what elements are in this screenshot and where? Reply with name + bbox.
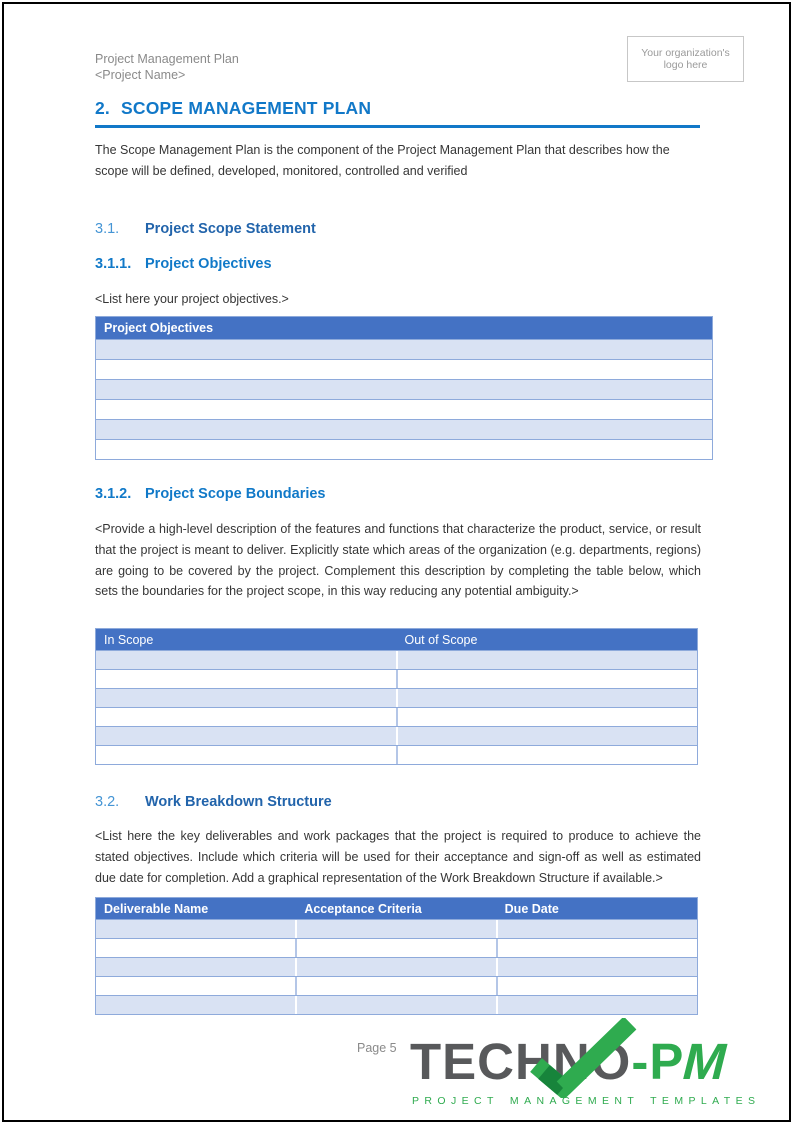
org-logo-placeholder-box <box>627 36 744 82</box>
table-empty-row <box>96 745 697 764</box>
section-title: Project Objectives <box>145 256 272 272</box>
chapter-heading <box>95 98 700 128</box>
table-header-row <box>96 629 697 650</box>
table-empty-row <box>96 669 697 688</box>
scope-boundaries-table <box>95 628 698 765</box>
project-objectives-table <box>95 316 713 460</box>
table-empty-row <box>96 650 697 669</box>
org-logo-placeholder-text: Your organization's logo here <box>641 46 730 71</box>
table-empty-cell <box>496 958 697 976</box>
logo-text-green-m: M <box>677 1033 736 1090</box>
section-title: Project Scope Boundaries <box>145 486 326 502</box>
table-empty-cell <box>496 920 697 938</box>
table-empty-cell <box>96 727 396 745</box>
table-empty-cell <box>96 360 712 379</box>
table-empty-cell <box>295 958 496 976</box>
table-empty-cell <box>496 977 697 995</box>
table-empty-cell <box>96 380 712 399</box>
table-empty-cell <box>396 689 698 707</box>
table-empty-row <box>96 339 712 359</box>
table-header-row <box>96 898 697 919</box>
table-empty-cell <box>496 996 697 1014</box>
table-empty-cell <box>396 746 698 764</box>
running-header <box>95 51 239 83</box>
table-empty-row <box>96 439 712 459</box>
table-empty-cell <box>295 977 496 995</box>
wbs-note: <List here the key deliverables and work packages that the project is required to produce to achieve the stated objectives. Include which criteria will be used for their acceptance and sign-off as well as estimated due date for completion. Add a graphical representation of the Work Breakdown Structure if available.> <box>95 829 701 885</box>
table-empty-cell <box>96 708 396 726</box>
table-empty-cell <box>396 708 698 726</box>
project-name-placeholder: <Project Name> <box>95 68 186 82</box>
page-number: Page 5 <box>357 1041 397 1055</box>
table-header-row <box>96 317 712 339</box>
section-heading-3-2 <box>95 794 332 810</box>
table-empty-row <box>96 726 697 745</box>
table-empty-cell <box>96 920 295 938</box>
section-number: 3.1. <box>95 221 120 237</box>
section-title: Work Breakdown Structure <box>145 794 332 810</box>
table-empty-row <box>96 379 712 399</box>
table-empty-cell <box>96 689 396 707</box>
section-heading-3-1-1 <box>95 256 272 272</box>
section-number: 3.2. <box>95 794 120 810</box>
table-empty-row <box>96 919 697 938</box>
table-empty-row <box>96 995 697 1014</box>
table-empty-cell <box>96 670 396 688</box>
scope-boundaries-note: <Provide a high-level description of the features and functions that characterize the product, service, or result that the project is meant to deliver. Explicitly state which areas of the organization (e.g. departments, regions) are going to be covered by the project. Complement this description by completing the table below, which sets the boundaries for the project scope, in this way reducing any potential ambiguity.> <box>95 522 701 599</box>
column-header: Out of Scope <box>404 632 478 647</box>
chapter-title: SCOPE MANAGEMENT PLAN <box>121 98 372 118</box>
column-header: In Scope <box>104 632 154 647</box>
logo-subtitle: PROJECT MANAGEMENT TEMPLATES <box>412 1095 761 1107</box>
table-empty-cell <box>96 939 295 957</box>
table-empty-row <box>96 938 697 957</box>
table-empty-cell <box>96 340 712 359</box>
table-empty-cell <box>96 996 295 1014</box>
section-number: 3.1.2. <box>95 486 132 502</box>
logo-text-gray-1: TECH <box>410 1033 553 1090</box>
column-header: Acceptance Criteria <box>304 901 422 916</box>
section-heading-3-1-2 <box>95 486 326 502</box>
column-header: Deliverable Name <box>104 901 209 916</box>
section-heading-3-1 <box>95 221 316 237</box>
table-empty-cell <box>295 920 496 938</box>
table-empty-row <box>96 359 712 379</box>
table-empty-row <box>96 957 697 976</box>
table-empty-cell <box>96 651 396 669</box>
table-empty-cell <box>96 746 396 764</box>
table-empty-cell <box>96 400 712 419</box>
chapter-number: 2. <box>95 98 110 118</box>
section-title: Project Scope Statement <box>145 221 316 237</box>
table-empty-cell <box>295 996 496 1014</box>
table-empty-row <box>96 399 712 419</box>
logo-text-green-1: -P <box>631 1033 685 1090</box>
checkmark-icon <box>526 1018 640 1098</box>
table-empty-cell <box>396 670 698 688</box>
table-empty-cell <box>96 977 295 995</box>
intro-paragraph: The Scope Management Plan is the component of the Project Management Plan that describes how the scope will be defined, developed, monitored, controlled and verified <box>95 143 670 178</box>
table-empty-row <box>96 707 697 726</box>
table-empty-cell <box>396 651 698 669</box>
doc-title: Project Management Plan <box>95 52 239 66</box>
table-empty-row <box>96 976 697 995</box>
column-header: Due Date <box>504 901 559 916</box>
table-empty-cell <box>396 727 698 745</box>
table-empty-row <box>96 419 712 439</box>
table-empty-cell <box>96 420 712 439</box>
table-empty-cell <box>96 440 712 459</box>
techno-pm-logo <box>398 1033 768 1116</box>
table-empty-cell <box>96 958 295 976</box>
table-empty-cell <box>496 939 697 957</box>
column-header: Project Objectives <box>104 321 214 335</box>
table-empty-cell <box>295 939 496 957</box>
wbs-table <box>95 897 698 1015</box>
section-number: 3.1.1. <box>95 256 132 272</box>
objectives-note: <List here your project objectives.> <box>95 292 289 306</box>
logo-text-gray-2: NO <box>552 1033 632 1090</box>
table-empty-row <box>96 688 697 707</box>
